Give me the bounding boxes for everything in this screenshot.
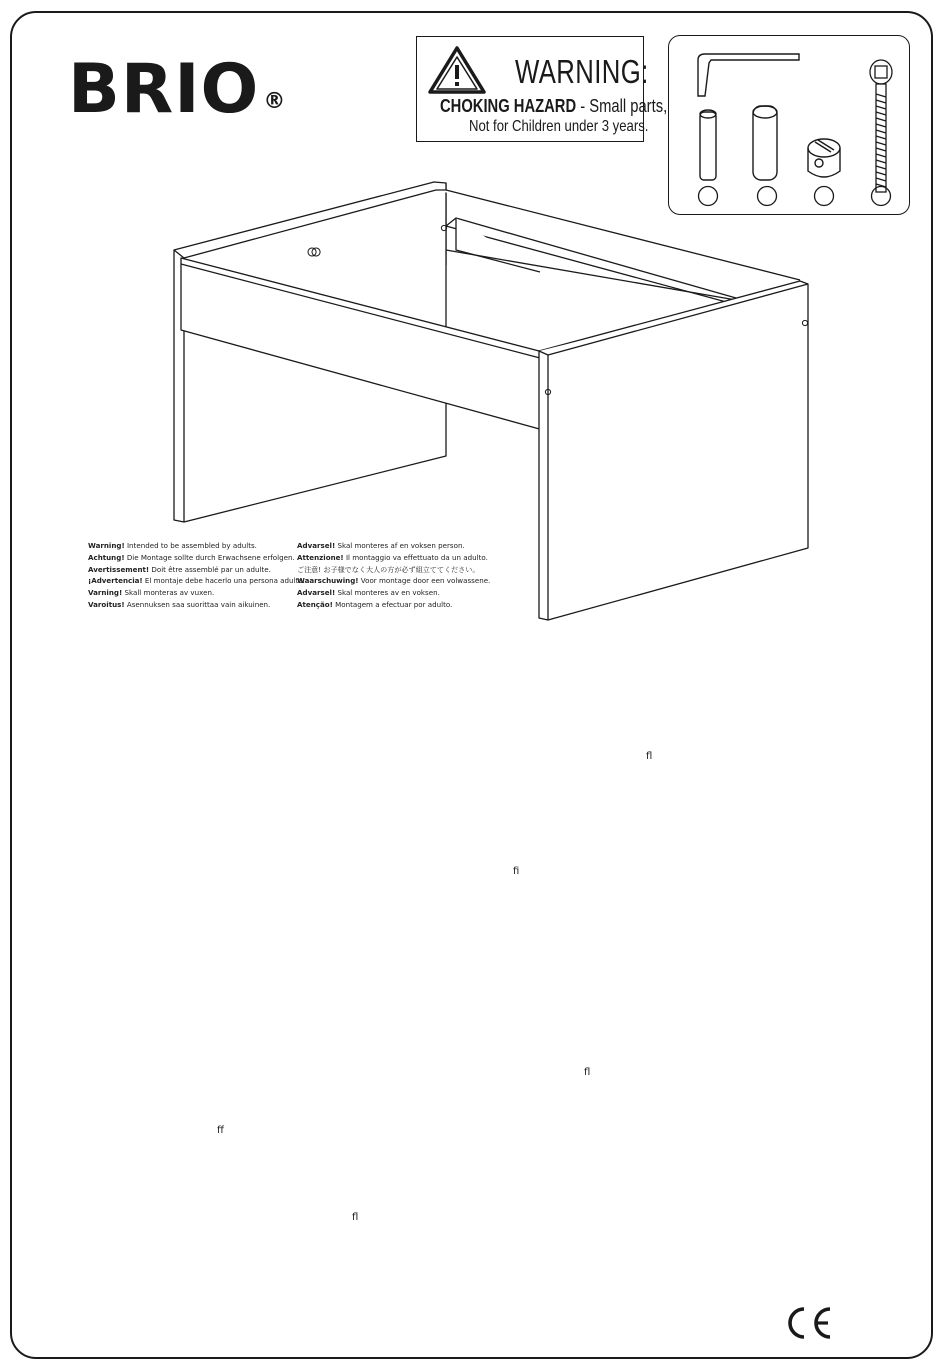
assembly-warnings-right [297,540,490,611]
warning-line-en: Warning! Intended to be assembled by adults. [88,541,257,550]
registered-mark: ® [263,89,287,114]
warning-line-es: ¡Advertencia! El montaje debe hacerlo una persona adulta. [88,576,305,586]
warning-line-fr: Avertissement! Doit être assemblé par un adulte. [88,564,271,574]
ce-mark-icon [782,1305,834,1341]
small-parts-text: - Small parts, [580,96,668,116]
stray-glyph: ﬂ [352,1212,359,1223]
warning-line-pt: Atenção! Montagem a efectuar por adulto. [297,599,453,609]
warning-line-fi: Varoitus! Asennuksen saa suorittaa vain aikuinen. [88,599,271,609]
stray-glyph: ﬁ [513,866,520,877]
warning-line-de: Achtung! Die Montage sollte durch Erwachsene erfolgen. [88,552,295,562]
stray-glyph: ﬂ [646,751,653,762]
brand-name: BRIO [68,50,260,129]
assembly-warnings-left [88,540,305,611]
warning-line-ja: ご注意! お子様でなく大人の方が必ず組立ててください。 [297,564,480,574]
warning-title: WARNING: [515,53,649,90]
age-warning-text: Not for Children under 3 years. [469,118,649,135]
stray-glyph: ﬀ [217,1125,224,1136]
warning-line-no: Advarsel! Skal monteres av en voksen. [297,588,440,598]
choking-hazard-label: CHOKING HAZARD [440,96,577,116]
warning-line-da: Advarsel! Skal monteres af en voksen person. [297,541,465,550]
warning-line-it: Attenzione! Il montaggio va effettuato da un adulto. [297,552,488,562]
warning-line-sv: Varning! Skall monteras av vuxen. [88,588,215,598]
stray-glyph: ﬂ [584,1067,591,1078]
warning-line-nl: Waarschuwing! Voor montage door een volwassene. [297,576,491,586]
